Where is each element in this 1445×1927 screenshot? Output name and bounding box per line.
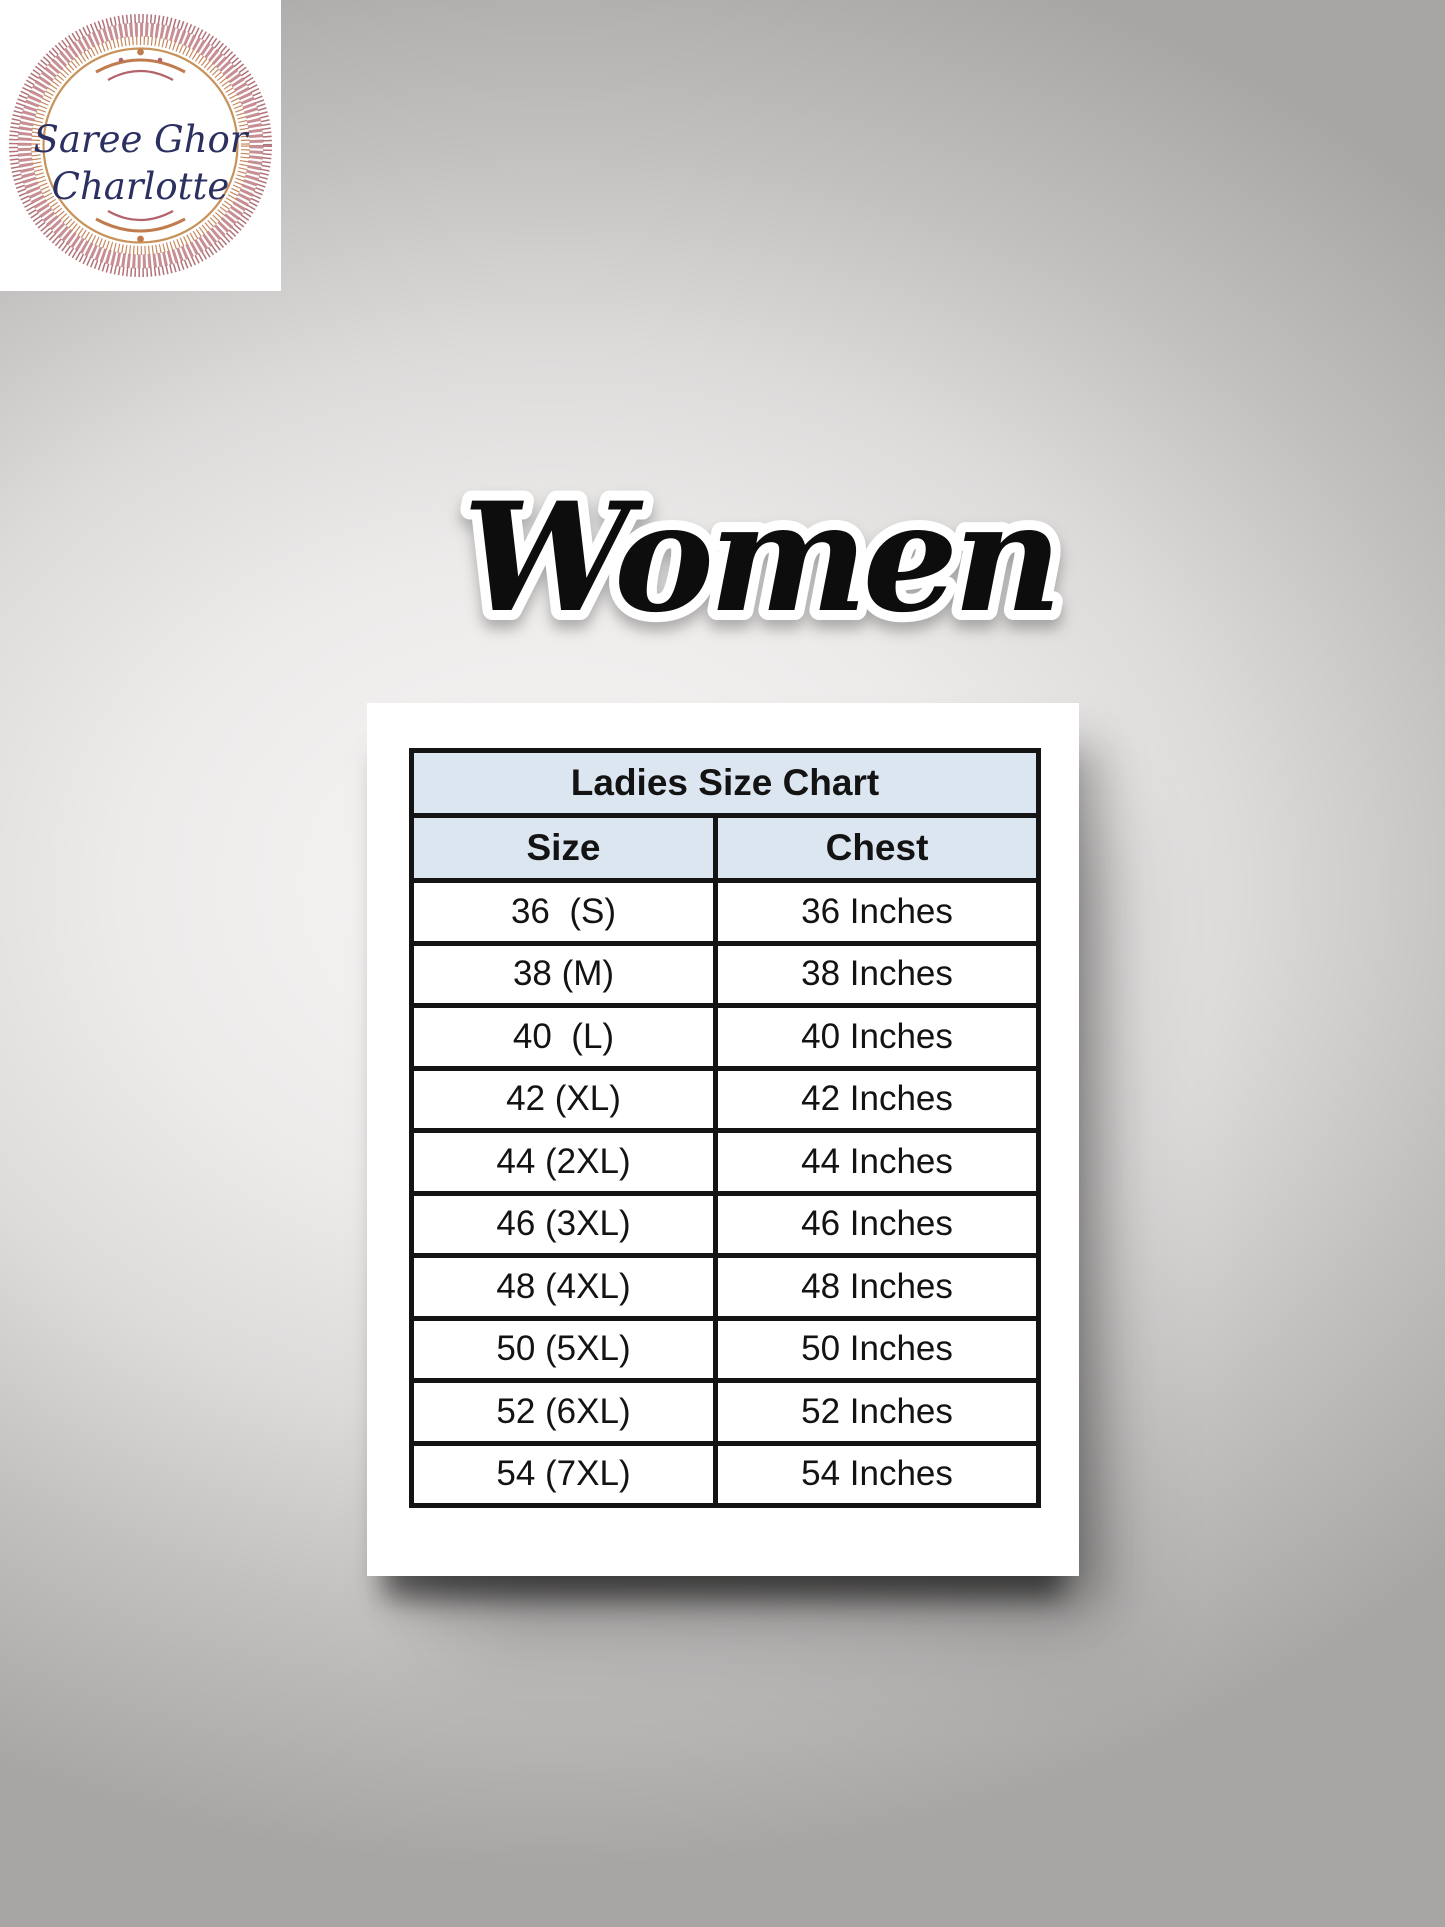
- column-header-size: Size: [412, 816, 716, 881]
- column-header-chest: Chest: [716, 816, 1039, 881]
- table-row: [412, 881, 1039, 944]
- size-chart-card: [367, 703, 1079, 1576]
- brand-name-line2: Charlotte: [51, 165, 230, 208]
- table-title: Ladies Size Chart: [412, 751, 1039, 816]
- table-row: [412, 1318, 1039, 1381]
- chest-cell: 50 Inches: [716, 1318, 1039, 1381]
- chest-cell: 46 Inches: [716, 1193, 1039, 1256]
- table-row: [412, 1256, 1039, 1319]
- table-row: [412, 1193, 1039, 1256]
- brand-name-line1: Saree Ghor: [33, 118, 248, 161]
- brand-logo: [0, 0, 281, 291]
- hero-title: Women: [462, 470, 1058, 646]
- ladies-size-chart-table: [409, 748, 1041, 1508]
- chest-cell: 40 Inches: [716, 1006, 1039, 1069]
- hero-sticker-icon: [430, 448, 1090, 678]
- chest-cell: 48 Inches: [716, 1256, 1039, 1319]
- table-row: [412, 1443, 1039, 1506]
- table-row: [412, 1381, 1039, 1444]
- size-cell: 54 (7XL): [412, 1443, 716, 1506]
- chest-cell: 44 Inches: [716, 1131, 1039, 1194]
- chest-cell: 52 Inches: [716, 1381, 1039, 1444]
- size-cell: 50 (5XL): [412, 1318, 716, 1381]
- size-cell: 52 (6XL): [412, 1381, 716, 1444]
- chest-cell: 36 Inches: [716, 881, 1039, 944]
- table-row: [412, 1068, 1039, 1131]
- table-row: [412, 943, 1039, 1006]
- hero-sticker: [430, 448, 1090, 678]
- size-cell: 48 (4XL): [412, 1256, 716, 1319]
- size-cell: 44 (2XL): [412, 1131, 716, 1194]
- table-row: [412, 1131, 1039, 1194]
- size-cell: 36 (S): [412, 881, 716, 944]
- size-cell: 42 (XL): [412, 1068, 716, 1131]
- table-row: [412, 1006, 1039, 1069]
- table-header-row: [412, 816, 1039, 881]
- chest-cell: 38 Inches: [716, 943, 1039, 1006]
- chest-cell: 54 Inches: [716, 1443, 1039, 1506]
- size-cell: 46 (3XL): [412, 1193, 716, 1256]
- size-cell: 40 (L): [412, 1006, 716, 1069]
- table-title-row: [412, 751, 1039, 816]
- logo-ornament-icon: [0, 0, 281, 291]
- chest-cell: 42 Inches: [716, 1068, 1039, 1131]
- size-cell: 38 (M): [412, 943, 716, 1006]
